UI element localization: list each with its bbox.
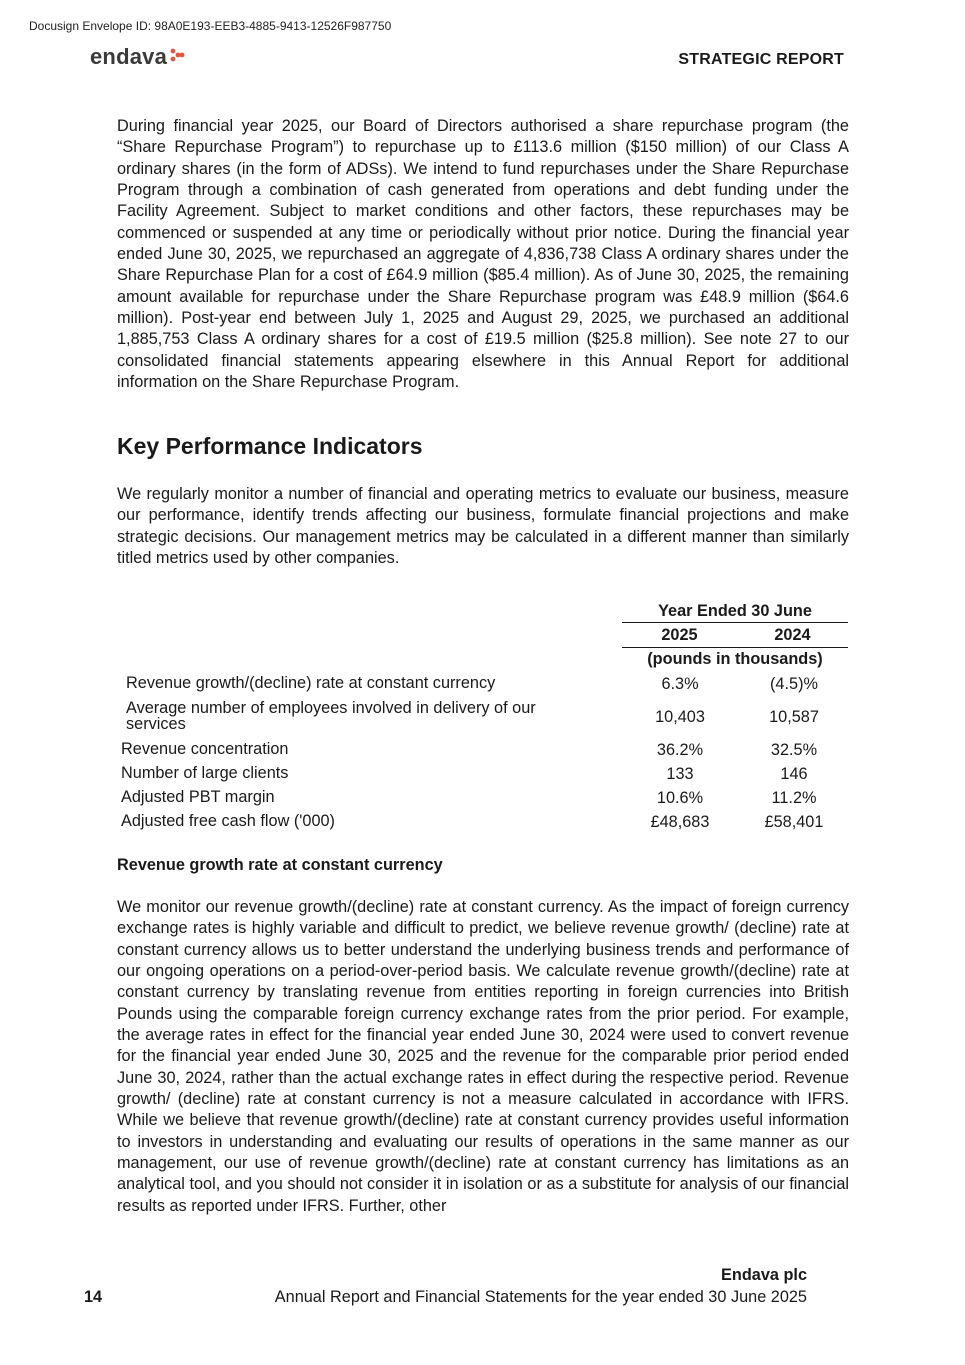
value-2024: (4.5)%: [770, 675, 818, 693]
year-2025-header: 2025: [661, 626, 698, 644]
docusign-envelope-id: Docusign Envelope ID: 98A0E193-EEB3-4885-9413-12526F987750: [29, 19, 392, 33]
section-label: STRATEGIC REPORT: [678, 51, 844, 68]
row-label: Number of large clients: [121, 764, 289, 782]
footer-company: Endava plc: [721, 1266, 807, 1284]
value-2025: 133: [666, 765, 694, 783]
table-row: [117, 789, 849, 813]
units-header: (pounds in thousands): [647, 650, 823, 668]
value-2025: 10,403: [655, 708, 705, 726]
logo-mark-icon: [169, 47, 185, 68]
row-label: Revenue concentration: [121, 740, 289, 758]
value-2024: 32.5%: [770, 741, 818, 759]
revenue-growth-heading: Revenue growth rate at constant currency: [117, 856, 443, 874]
share-repurchase-paragraph: During financial year 2025, our Board of Directors authorised a share repurchase program (the “Share Repurchase Program”) to repurchase up to £113.6 million ($150 million) of our Class A ordinary shares (in the form of ADSs). We intend to fund repurchases under the Share Repurchase Program through a combination of cash generated from operations and debt funding under the Facility Agreement. Subject to market conditions and other factors, these repurchases may be commenced or suspended at any time or periodically without prior notice. During the financial year ended June 30, 2025, we repurchased an aggregate of 4,836,738 Class A ordinary shares under the Share Repurchase Plan for a cost of £64.9 million ($85.4 million). As of June 30, 2025, the remaining amount available for repurchase under the Share Repurchase program was £48.9 million ($64.6 million). Post-year end between July 1, 2025 and August 29, 2025, we purchased an additional 1,885,753 Class A ordinary shares for a cost of £19.5 million ($25.8 million). See note 27 to our consolidated financial statements appearing elsewhere in this Annual Report for additional information on the Share Repurchase Program.: [117, 117, 849, 392]
table-row: [117, 675, 849, 699]
row-label: Adjusted PBT margin: [121, 788, 275, 806]
logo-wordmark: endava: [90, 44, 168, 69]
value-2024: £58,401: [764, 813, 824, 831]
row-label: Average number of employees involved in delivery of our services: [126, 699, 536, 733]
value-2024: 11.2%: [771, 789, 817, 807]
year-rule: [622, 647, 848, 648]
period-header: Year Ended 30 June: [658, 602, 812, 620]
footer-title: Annual Report and Financial Statements for the year ended 30 June 2025: [274, 1288, 807, 1306]
table-row: [117, 765, 849, 789]
header-rule: [622, 622, 848, 623]
year-2024-header: 2024: [774, 626, 811, 644]
value-2025: 10.6%: [656, 789, 704, 807]
kpi-intro-paragraph: We regularly monitor a number of financial and operating metrics to evaluate our business, measure our performance, identify trends affecting our business, formulate financial projections and make strategic decisions. Our management metrics may be calculated in a different manner than similarly titled metrics used by other companies.: [117, 485, 849, 568]
endava-logo: [90, 44, 185, 70]
value-2024: 10,587: [769, 708, 819, 726]
value-2024: 146: [780, 765, 808, 783]
table-row: [117, 700, 849, 734]
row-label: Adjusted free cash flow ('000): [121, 812, 335, 830]
table-row: [117, 813, 849, 837]
row-label: Revenue growth/(decline) rate at constant currency: [126, 674, 496, 692]
value-2025: £48,683: [650, 813, 710, 831]
value-2025: 6.3%: [661, 675, 699, 693]
page-number: 14: [84, 1288, 103, 1306]
revenue-growth-paragraph: We monitor our revenue growth/(decline) rate at constant currency. As the impact of foreign currency exchange rates is highly variable and difficult to predict, we believe revenue growth/ (decline) rate at constant currency allows us to better understand the underlying business trends and performance of our ongoing operations on a period-over-period basis. We calculate revenue growth/(decline) rate at constant currency by translating revenue from entities reporting in foreign currencies into British Pounds using the comparable foreign currency exchange rates from the prior period. For example, the average rates in effect for the financial year ended June 30, 2024 were used to convert revenue for the financial year ended June 30, 2025 and the revenue for the comparable prior period ended June 30, 2024, rather than the actual exchange rates in effect during the respective period. Revenue growth/ (decline) rate at constant currency is not a measure calculated in accordance with IFRS. While we believe that revenue growth/(decline) rate at constant currency provides useful information to investors in understanding and evaluating our results of operations in the same manner as our management, our use of revenue growth/(decline) rate at constant currency has limitations as an analytical tool, and you should not consider it in isolation or as a substitute for analysis of our financial results as reported under IFRS. Further, other: [117, 898, 849, 1215]
kpi-heading: Key Performance Indicators: [117, 433, 423, 459]
value-2025: 36.2%: [656, 741, 704, 759]
table-row: [117, 741, 849, 765]
